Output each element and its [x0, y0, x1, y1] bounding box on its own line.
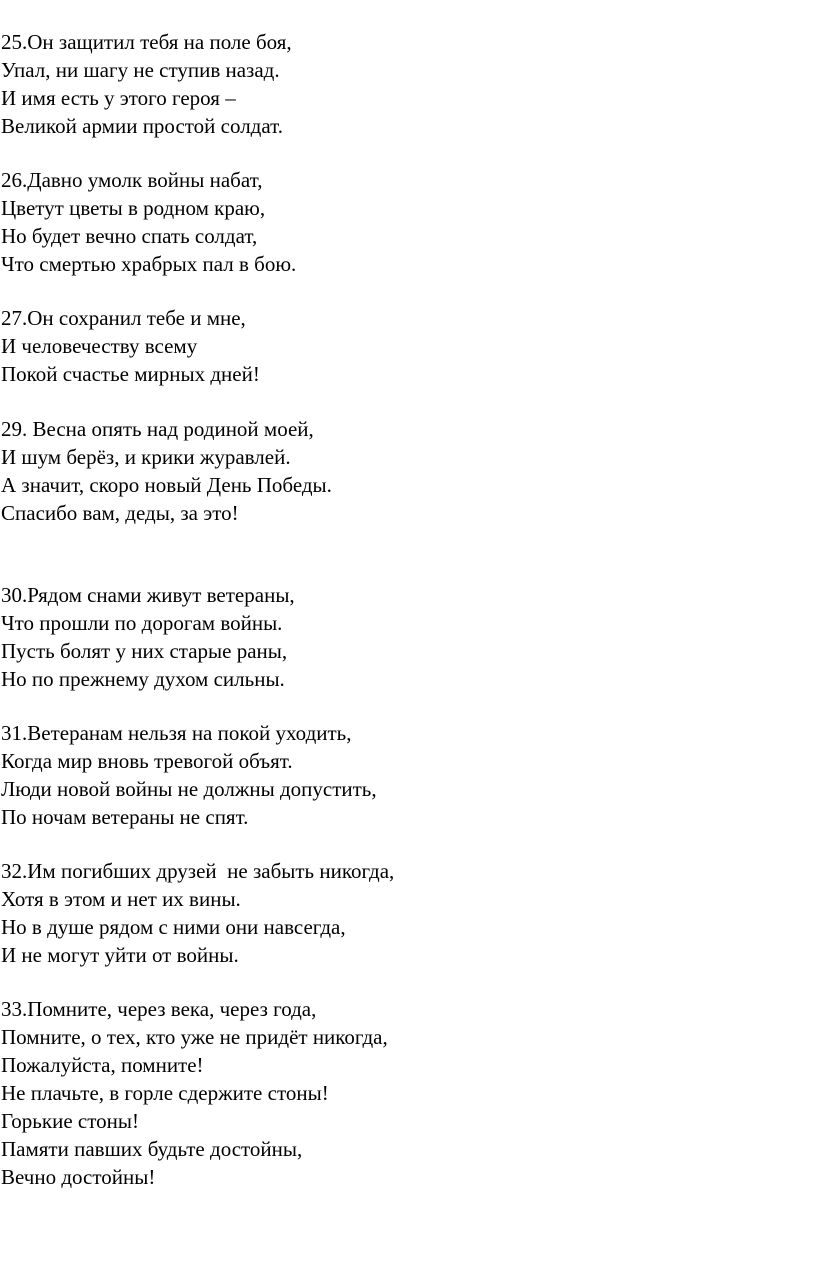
poem-line: 32.Им погибших друзей не забыть никогда, [1, 859, 395, 883]
poem-line: Люди новой войны не должны допустить, [1, 777, 377, 801]
poem-line: Пусть болят у них старые раны, [1, 639, 288, 663]
poem-line: 27.Он сохранил тебе и мне, [1, 306, 246, 330]
poem-line: И человечеству всему [1, 334, 198, 358]
poem-line: Покой счастье мирных дней! [1, 362, 260, 386]
poem-line: Что смертью храбрых пал в бою. [1, 252, 297, 276]
poem-line: Что прошли по дорогам войны. [1, 611, 283, 635]
poem-line: Вечно достойны! [1, 1165, 156, 1189]
poem-line: Упал, ни шагу не ступив назад. [1, 58, 280, 82]
poem-line: 25.Он защитил тебя на поле боя, [1, 30, 292, 54]
poem-line: 29. Весна опять над родиной моей, [1, 417, 314, 441]
poem-line: Цветут цветы в родном краю, [1, 196, 266, 220]
poem-line: Не плачьте, в горле сдержите стоны! [1, 1081, 329, 1105]
poem-line: Но по прежнему духом сильны. [1, 667, 285, 691]
poem-line: Помните, о тех, кто уже не придёт никогда, [1, 1025, 388, 1049]
poem-line: Когда мир вновь тревогой объят. [1, 749, 293, 773]
poem-line: Горькие стоны! [1, 1109, 139, 1133]
poem-line: Но будет вечно спать солдат, [1, 224, 258, 248]
poem-line: Но в душе рядом с ними они навсегда, [1, 915, 346, 939]
poem-line: И не могут уйти от войны. [1, 943, 239, 967]
poem-line: Пожалуйста, помните! [1, 1053, 204, 1077]
poem-line: По ночам ветераны не спят. [1, 805, 249, 829]
poem-line: А значит, скоро новый День Победы. [1, 473, 332, 497]
poem-line: Памяти павших будьте достойны, [1, 1137, 303, 1161]
poem-line: 33.Помните, через века, через года, [1, 997, 317, 1021]
poem-line: 30.Рядом снами живут ветераны, [1, 583, 295, 607]
poem-line: 31.Ветеранам нельзя на покой уходить, [1, 721, 352, 745]
poem-line: И шум берёз, и крики журавлей. [1, 445, 291, 469]
poem-line: И имя есть у этого героя – [1, 86, 236, 110]
poem-line: 26.Давно умолк войны набат, [1, 168, 263, 192]
poem-line: Спасибо вам, деды, за это! [1, 501, 239, 525]
poem-line: Великой армии простой солдат. [1, 114, 283, 138]
poem-line: Хотя в этом и нет их вины. [1, 887, 241, 911]
